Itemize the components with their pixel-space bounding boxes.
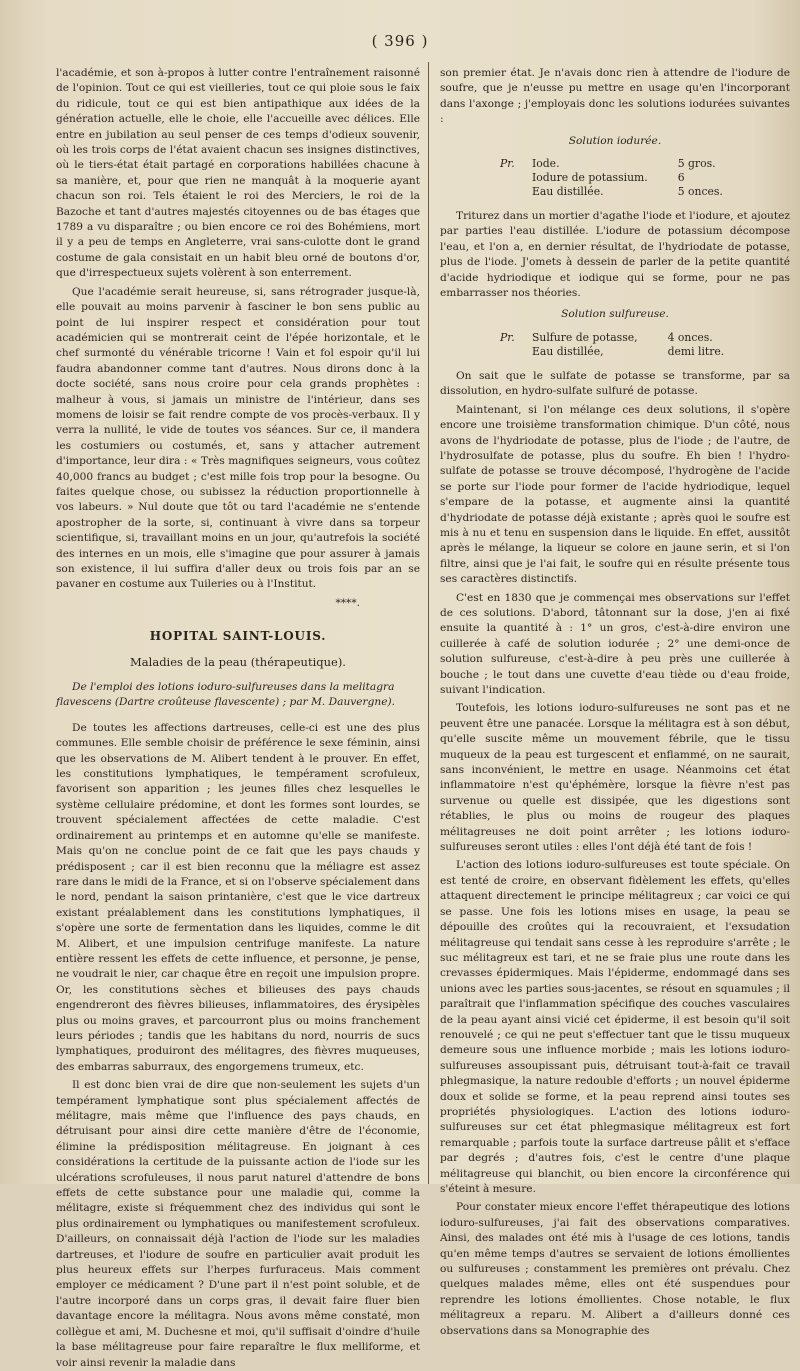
recipe-ingredient: Iode. [532, 157, 560, 171]
recipe-row [500, 345, 734, 359]
recipe-quantity: 5 gros. [677, 157, 716, 171]
right-paragraph-3: C'est en 1830 que je commençai mes observations sur l'effet de ces solutions. D'abord, tâtonnant sur la dose, j'en ai fixé ensuite la quantité à : 1° un gros, c'est-à-dire environ une cuillerée à café de solution iodurée ; 2° une demi-once de solution sulfureuse, c'est-à-dire à peu près une cuillerée à bouche ; le tout dans une cuvette d'eau tiède ou d'eau froide, suivant l'indication. [440, 591, 790, 696]
body-paragraph-1: De toutes les affections dartreuses, celle-ci est une des plus communes. Elle semble choisir de préférence le sexe féminin, ainsi que les observations de M. Alibert tendent à le prouver. En effet, les constitutions lymphatiques, le tempérament scrofuleux, favorisent son apparition ; les jeunes filles chez lesquelles le système cellulaire prédomine, et dont les formes sont lourdes, se trouvent spécialement affectées de cette maladie. C'est ordinairement au printemps et en automne qu'elle se manifeste. Mais qu'on ne conclue point de ce fait que les pays chauds y prédisposent ; car il est bien reconnu que la méliagre est assez rare dans le midi de la France, et si on l'observe spécialement dans le nord, pendant la saison printanière, c'est que le vice dartreux existant préalablement dans les constitutions lymphatiques, il s'opère une sorte de fermentation dans les liquides, comme le dit M. Alibert, et une impulsion centrifuge manifeste. La nature entière ressent les effets de cette influence, et personne, je pense, ne voudrait le nier, car chaque être en reçoit une impulsion propre. Or, les constitutions sèches et bilieuses des pays chauds engendreront des fièvres bilieuses, inflammatoires, des érysipèles plus ou moins graves, et parcourront plus ou moins franchement leurs périodes ; tandis que les habitans du nord, nourris de sucs lymphatiques, produiront des mélitagres, des fièvres muqueuses, des embarras saburraux, des engorgemens trumeux, etc. [56, 721, 420, 1073]
recipe-row [500, 331, 734, 345]
right-paragraph-4: Toutefois, les lotions ioduro-sulfureuses ne sont pas et ne peuvent être une panacée. Lorsque la mélitagra est à son début, qu'elle suscite même un mouvement fébrile, que le tissu muqueux de la peau est turgescent et enflammé, on ne saurait, sans inconvénient, le mettre en usage. Néanmoins cet état inflammatoire n'est qu'éphémère, lorsque la fièvre n'est pas survenue ou quelle est dissipée, que les digestions sont rétablies, le plus ou moins de rougeur des plaques mélitagreuses ne doit point arrêter ; les lotions ioduro-sulfureuses seront utiles : elles l'ont déjà été tant de fois ! [440, 702, 790, 854]
page-number: ( 396 ) [371, 32, 429, 50]
recipe-quantity: 6 [677, 171, 685, 185]
hospital-title: HOPITAL SAINT-LOUIS. [149, 629, 327, 644]
recipe-quantity: 5 onces. [677, 185, 723, 199]
recipe-prefix [500, 171, 532, 185]
right-paragraph-6: Pour constater mieux encore l'effet thérapeutique des lotions ioduro-sulfureuses, j'ai fait des observations comparatives. Ainsi, des malades ont été mis à l'usage de ces lotions, tandis qu'en même temps d'autres se servaient de lotions émollientes ou sulfureuses ; constamment les premières ont prévalu. Chez quelques malades même, elles ont été suspendues pour reprendre les lotions émollientes. Chose notable, le flux mélitagreux a reparu. M. Alibert a d'ailleurs donné ces observations dans sa Monographie des [440, 1201, 790, 1337]
right-paragraph-mid: Triturez dans un mortier d'agathe l'iode et l'iodure, et ajoutez par parties l'eau distillée. L'iodure de potassium décompose l'eau, et l'on a, en dernier résultat, de l'hydriodate de potasse, plus de l'iode. J'omets à dessein de parler de la petite quantité d'acide hydriodique et iodique qui se forme, pour ne pas embarrasser nos théories. [440, 210, 790, 300]
recipe-prefix: Pr. [500, 330, 515, 344]
recipe-prefix [500, 345, 532, 359]
recipe-row [500, 185, 733, 199]
recipe-prefix [500, 185, 532, 199]
section-title: Maladies de la peau (thérapeutique). [130, 654, 346, 669]
left-column [56, 66, 420, 1369]
recipe-quantity: 4 onces. [667, 330, 713, 344]
recipe-ingredient: Sulfure de potasse, [532, 330, 638, 344]
intro-paragraph-1: l'académie, et son à-propos à lutter contre l'entraînement raisonné de l'opinion. Tout ce qui est vieilleries, tout ce qui ploie sous le faix du ridicule, tout ce qui est bien antipathique aux idées de la génération actuelle, elle le choie, elle l'accueille avec délices. Elle entre en jubilation au seul penser de ces temps d'odieux souvenir, où les trois corps de l'état avaient chacun ses insignes distinctives, où le tiers-état était partagé en corporations habillées chacune à sa manière, et, pour que rien ne manquât à la moquerie ayant chacun son roi. Tels étaient le roi des Merciers, le roi de la Bazoche et tant d'autres majestés citoyennes ou de bas étages que 1789 a vu disparaître ; ou bien encore ce roi des Bohémiens, mort il y a peu de temps en Angleterre, vrai sans-culotte dont le grand costume de gala consistait en un habit bleu orné de boutons d'or, que d'irrespectueux sujets volèrent à son enterrement. [56, 67, 420, 280]
article-title: De l'emploi des lotions ioduro-sulfureuses dans la melitagra flavescens (Dartre croûteuse flavescente) ; par M. Dauvergne). [56, 681, 395, 709]
intro-signature: ****. [335, 596, 360, 609]
right-paragraph-2: Maintenant, si l'on mélange ces deux solutions, il s'opère encore une troisième transformation chimique. D'un côté, nous avons de l'hydriodate de potasse, plus de l'iode ; de l'autre, de l'hydrosulfate de potasse, plus du soufre. Eh bien ! l'hydro-sulfate de potasse se trouve décomposé, l'hydrogène de l'acide se porte sur l'iode pour former de l'acide hydriodique, lequel s'empare de la potasse, et augmente ainsi la quantité d'hydriodate de potasse déjà existante ; après quoi le soufre est mis à nu et tenu en suspension dans le liquide. En effet, aussitôt après le mélange, la liqueur se colore en jaune serin, et si l'on filtre, ainsi que je l'ai fait, le soufre qui en résulte présente tous ses caractères distinctifs. [440, 403, 790, 586]
recipe-row [500, 157, 733, 171]
intro-paragraph-2: Que l'académie serait heureuse, si, sans rétrograder jusque-là, elle pouvait au moins parvenir à fasciner le bon sens public au point de lui inspirer respect et considération pour tout académicien qui se montrerait ceint de l'épée horizontale, et le chef surmonté du vénérable tricorne ! Vain et fol espoir qu'il lui faudra abandonner comme tant d'autres. Nous dirons donc à la docte société, sans nous croire pour cela grands prophètes : malheur à vous, si jamais un ministre de l'intérieur, dans ses momens de loisir se fait rendre compte de vos procès-verbaux. Il y verra la nullité, le vide de toutes vos séances. Sur ce, il mandera les costumiers ou costumés, et, sans y attacher autrement d'importance, leur dira : « Très magnifiques seigneurs, vous coûtez 40,000 francs au budget ; c'est mille fois trop pour la besogne. Ou faites quelque chose, ou subissez la réduction proportionnelle à vos labeurs. » Nul doute que tôt ou tard l'académie ne s'entende apostropher de la sorte, si, continuant à vivre dans sa torpeur scientifique, si, travaillant moins en un jour, qu'autrefois la société des internes en un mois, elle s'imagine que pour assurer à jamais son existence, il lui suffira d'aller deux ou trois fois par an se pavaner en costume aux Tuileries ou à l'Institut. [56, 285, 420, 591]
solution-iodee-title: Solution iodurée. [568, 134, 662, 147]
right-paragraph-5: L'action des lotions ioduro-sulfureuses est toute spéciale. On est tenté de croire, en observant fidèlement les effets, qu'elles attaquent directement le principe mélitagreux ; car voici ce qui se passe. Une fois les lotions mises en usage, la peau se dépouille des croûtes qui la recouvraient, et l'exsudation mélitagreuse qui tendait sans cesse à les reproduire s'arrête ; le suc mélitagreux est tari, et ne se fraie plus une route dans les crevasses épidermiques. Mais l'épiderme, endommagé dans ses unions avec les parties sous-jacentes, se résout en squamules ; il paraîtrait que l'inflammation spécifique des couches vasculaires de la peau ayant ainsi vicié cet épiderme, il est besoin qu'il soit renouvelé ; ce qui ne peut s'effectuer tant que le tissu muqueux demeure sous une influence morbide ; mais les lotions ioduro-sulfureuses assoupissant puis, détruisant tout-à-fait ce travail phlegmasique, la nature redouble d'efforts ; un nouvel épiderme doux et solide se forme, et la peau reprend ainsi toutes ses propriétés physiologiques. L'action des lotions ioduro-sulfureuses sur cet état phlegmasique mélitagreux est fort remarquable ; parfois toute la surface dartreuse pâlit et s'efface par degrés ; d'autres fois, c'est le centre d'une plaque mélitagreuse qui blanchit, ou bien encore la circonférence qui s'éteint à mesure. [440, 859, 790, 1195]
solution-sulfureuse-title: Solution sulfureuse. [561, 308, 669, 321]
solution-sulfureuse-recipe [500, 331, 734, 359]
recipe-ingredient: Eau distillée, [532, 344, 604, 358]
recipe-quantity: demi litre. [667, 344, 725, 358]
right-paragraph-1: On sait que le sulfate de potasse se transforme, par sa dissolution, en hydro-sulfate sulfuré de potasse. [440, 369, 790, 398]
right-paragraph-top: son premier état. Je n'avais donc rien à attendre de l'iodure de soufre, que je n'eusse pu mettre en usage qu'en l'incorporant dans l'axonge ; j'employais donc les solutions iodurées suivantes : [440, 67, 790, 126]
solution-iodee-recipe [500, 157, 733, 199]
column-divider [428, 62, 429, 1184]
body-paragraph-2: Il est donc bien vrai de dire que non-seulement les sujets d'un tempérament lymphatique sont plus spécialement affectés de mélitagre, mais même que l'influence des pays chauds, en détruisant pour ainsi dire cette manière d'être de l'économie, élimine la prédisposition mélitagreuse. En joignant à ces considérations la certitude de la puissante action de l'iode sur les ulcérations scrofuleuses, il nous parut naturel d'attendre de bons effets de cette substance pour une maladie qui, comme la mélitagre, existe si fréquemment chez des individus qui sont le plus ordinairement ou lymphatiques ou manifestement scrofuleux. D'ailleurs, on connaissait déjà l'action de l'iode sur les maladies dartreuses, et l'iodure de soufre en particulier avait produit les plus heureux effets sur l'herpes furfuraceus. Mais comment employer ce médicament ? D'une part il n'est point soluble, et de l'autre incorporé dans un corps gras, il devait faire fluer bien davantage encore la mélitagra. Nous avons même constaté, mon collègue et ami, M. Duchesne et moi, qu'il suffisait d'oindre d'huile la base mélitagreuse pour faire reparaître le flux melliforme, et voir ainsi revenir la maladie dans [56, 1079, 420, 1369]
right-column [440, 66, 790, 1337]
recipe-ingredient: Iodure de potassium. [532, 171, 648, 185]
recipe-ingredient: Eau distillée. [532, 185, 604, 199]
recipe-row [500, 171, 733, 185]
recipe-prefix: Pr. [500, 157, 515, 171]
